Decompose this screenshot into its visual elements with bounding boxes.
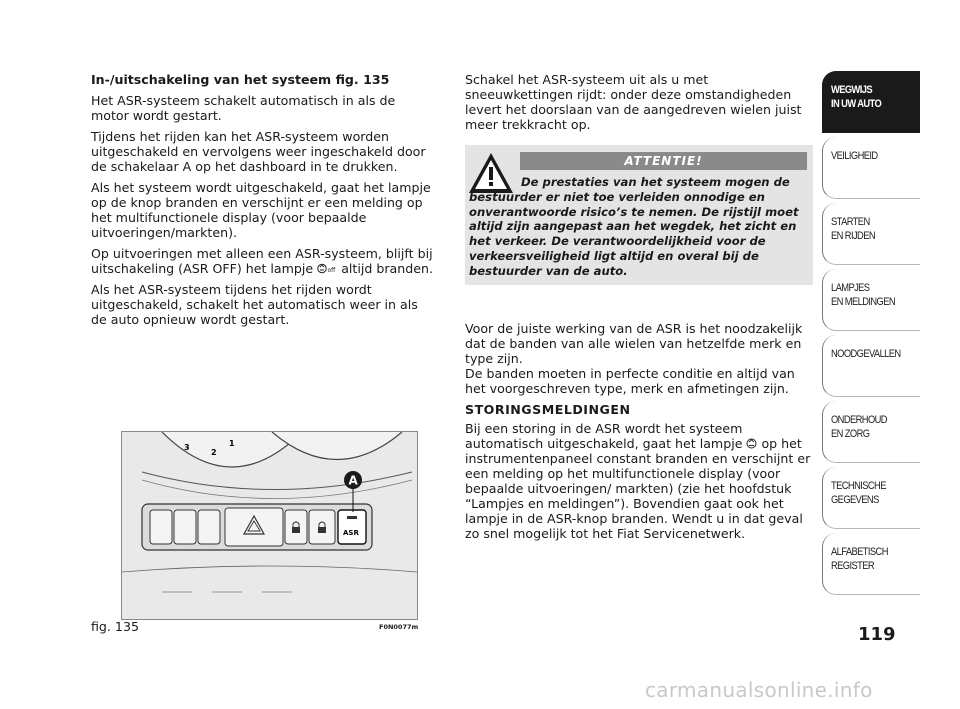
paragraph: Schakel het ASR-systeem uit als u met sneeuwkettingen rijdt: onder deze omstandigheden levert het doorslaan van de aangedreven wielen juist meer trekkracht op. [465, 72, 802, 132]
section-heading: STORINGSMELDINGEN [465, 402, 631, 417]
gear-number: 1 [229, 439, 235, 448]
tab-label: ALFABETISCH REGISTER [831, 546, 888, 572]
paragraph-text: Op uitvoeringen met alleen een ASR-systeem, blijft bij uitschakeling (ASR OFF) het lampje [91, 246, 433, 276]
dashboard-drawing [122, 432, 417, 619]
asr-warning-icon [746, 438, 757, 449]
warning-box [465, 145, 813, 285]
warning-title: ATTENTIE! [520, 152, 807, 170]
paragraph-text: altijd branden. [341, 261, 433, 276]
paragraph [465, 421, 815, 541]
tab-veiligheid[interactable] [822, 137, 920, 199]
paragraph: De banden moeten in perfecte conditie en altijd van het voorgeschreven type, merk en afmetingen zijn. [465, 366, 795, 396]
right-column-top [465, 72, 815, 138]
paragraph-text: Bij een storing in de ASR wordt het systeem automatisch uitgeschakeld, gaat het lampje [465, 421, 743, 451]
tab-label: VEILIGHEID [831, 150, 878, 162]
tab-label: WEGWIJS IN UW AUTO [831, 84, 882, 110]
left-column [91, 72, 436, 333]
tab-lampjes[interactable] [822, 269, 920, 331]
warning-text: De prestaties van het systeem mogen de bestuurder er niet toe verleiden onnodige en onverantwoorde risico’s te nemen. De rijstijl moet altijd zijn aangepast aan het wegdek, het zicht en het verkeer. De verantwoordelijkheid voor de verkeersveiligheid ligt altijd en overal bij de bestuurder van de auto. [469, 175, 799, 278]
tab-label: TECHNISCHE GEGEVENS [831, 480, 886, 506]
paragraph: Voor de juiste werking van de ASR is het noodzakelijk dat de banden van alle wielen van hetzelfde merk en type zijn. [465, 321, 803, 366]
tab-label: STARTEN EN RIJDEN [831, 216, 876, 242]
paragraph: Als het systeem wordt uitgeschakeld, gaat het lampje op de knop branden en verschijnt er een melding op het multifunctionele display (voor bepaalde uitvoeringen/markten). [91, 180, 431, 240]
tab-register[interactable] [822, 533, 920, 595]
tab-noodgevallen[interactable] [822, 335, 920, 397]
gear-number: 2 [211, 448, 217, 457]
tab-starten[interactable] [822, 203, 920, 265]
callout-a-label: A [348, 473, 358, 488]
figure-caption: fig. 135 [91, 619, 139, 634]
chapter-sidebar [822, 71, 920, 599]
figure-code: F0N0077m [379, 623, 419, 631]
paragraph-text: op het instrumentenpaneel constant branden en verschijnt er een melding op het multifunctionele display (voor bepaalde uitvoeringen/ markten) (zie het hoofdstuk “Lampjes en meldingen”). Bovendien gaat ook het lampje in de ASR-knop branden. Wendt u in dat geval zo snel mogelijk tot het Fiat Servicenetwerk. [465, 436, 811, 541]
svg-text:off: off [327, 267, 336, 274]
tab-onderhoud[interactable] [822, 401, 920, 463]
tab-label: ONDERHOUD EN ZORG [831, 414, 887, 440]
page-number: 119 [858, 624, 896, 645]
paragraph [91, 246, 436, 276]
asr-led [347, 516, 357, 519]
paragraph: Tijdens het rijden kan het ASR-systeem worden uitgeschakeld en vervolgens weer ingeschakeld door de schakelaar A op het dashboard in te drukken. [91, 129, 426, 174]
paragraph: Het ASR-systeem schakelt automatisch in als de motor wordt gestart. [91, 93, 396, 123]
section-heading: In-/uitschakeling van het systeem fig. 135 [91, 72, 390, 87]
asr-button-label: ASR [343, 529, 359, 537]
asr-off-warning-icon [317, 263, 337, 274]
gear-number: 3 [184, 443, 190, 452]
tab-wegwijs[interactable] [822, 71, 920, 133]
tab-label: LAMPJES EN MELDINGEN [831, 282, 896, 308]
tab-label: NOODGEVALLEN [831, 348, 901, 360]
paragraph: Als het ASR-systeem tijdens het rijden wordt uitgeschakeld, schakelt het automatisch weer in als de auto opnieuw wordt gestart. [91, 282, 418, 327]
right-column-bottom [465, 321, 815, 547]
tab-technische[interactable] [822, 467, 920, 529]
dashboard-switch-illustration [121, 431, 418, 620]
watermark: carmanualsonline.info [645, 678, 873, 702]
